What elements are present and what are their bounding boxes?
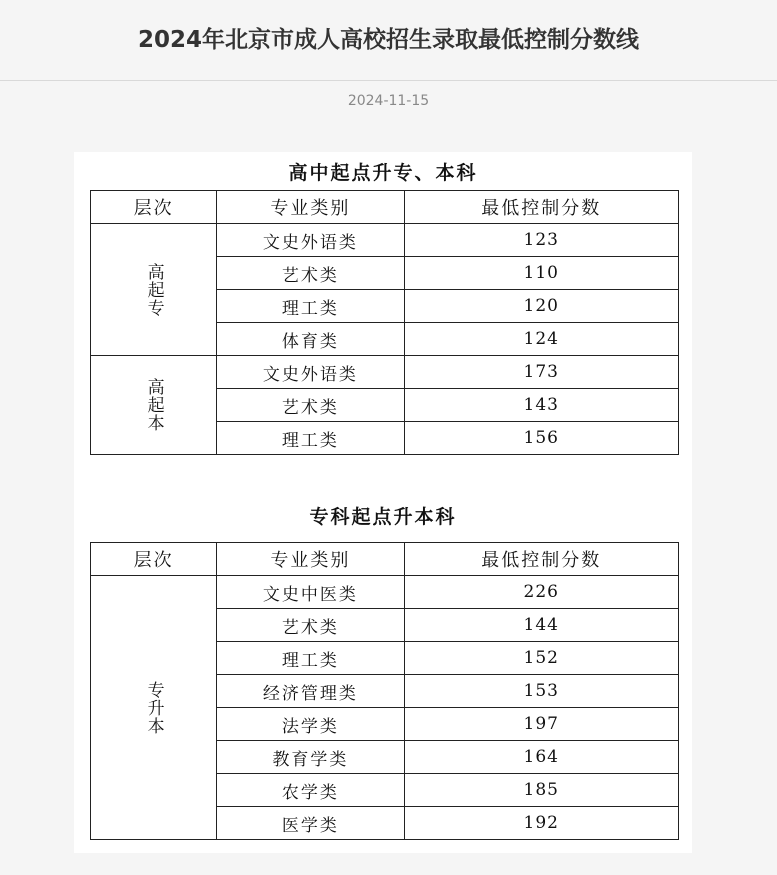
score-cell: 120 (404, 290, 678, 323)
score-cell: 164 (404, 741, 678, 774)
category-cell: 理工类 (217, 642, 404, 675)
header-score: 最低控制分数 (404, 191, 678, 224)
score-cell: 185 (404, 774, 678, 807)
header-category: 专业类别 (217, 543, 404, 576)
score-cell: 123 (404, 224, 678, 257)
category-cell: 文史中医类 (217, 576, 404, 609)
score-cell: 152 (404, 642, 678, 675)
category-cell: 理工类 (217, 290, 404, 323)
score-cell: 197 (404, 708, 678, 741)
category-cell: 医学类 (217, 807, 404, 840)
level-cell (91, 356, 217, 455)
header-category: 专业类别 (217, 191, 404, 224)
table-row (91, 576, 679, 609)
category-cell: 艺术类 (217, 609, 404, 642)
category-cell: 法学类 (217, 708, 404, 741)
publish-date: 2024-11-15 (347, 93, 430, 109)
table-header-row (91, 191, 679, 224)
header-level: 层次 (91, 543, 217, 576)
category-cell: 农学类 (217, 774, 404, 807)
level-label: 专升本 (143, 680, 164, 735)
table-row (91, 224, 679, 257)
category-cell: 艺术类 (217, 389, 404, 422)
table-row (91, 356, 679, 389)
page-header (0, 0, 777, 81)
score-cell: 156 (404, 422, 678, 455)
score-cell: 124 (404, 323, 678, 356)
table-header-row (91, 543, 679, 576)
level-label: 高起专 (143, 262, 164, 317)
category-cell: 体育类 (217, 323, 404, 356)
category-cell: 艺术类 (217, 257, 404, 290)
score-cell: 144 (404, 609, 678, 642)
level-label: 高起本 (143, 378, 164, 432)
score-cell: 173 (404, 356, 678, 389)
score-table-high-school (90, 190, 679, 455)
section-title-junior-college: 专科起点升本科 (309, 506, 457, 528)
category-cell: 理工类 (217, 422, 404, 455)
score-cell: 143 (404, 389, 678, 422)
level-cell (91, 224, 217, 356)
score-cell: 192 (404, 807, 678, 840)
section-title-high-school: 高中起点升专、本科 (288, 162, 478, 184)
header-score: 最低控制分数 (404, 543, 678, 576)
score-table-junior-college (90, 542, 679, 840)
score-cell: 110 (404, 257, 678, 290)
category-cell: 教育学类 (217, 741, 404, 774)
page-title: 2024年北京市成人高校招生录取最低控制分数线 (137, 26, 639, 53)
content-card (74, 152, 692, 853)
score-cell: 153 (404, 675, 678, 708)
category-cell: 文史外语类 (217, 356, 404, 389)
level-cell (91, 576, 217, 840)
category-cell: 文史外语类 (217, 224, 404, 257)
header-level: 层次 (91, 191, 217, 224)
score-cell: 226 (404, 576, 678, 609)
category-cell: 经济管理类 (217, 675, 404, 708)
